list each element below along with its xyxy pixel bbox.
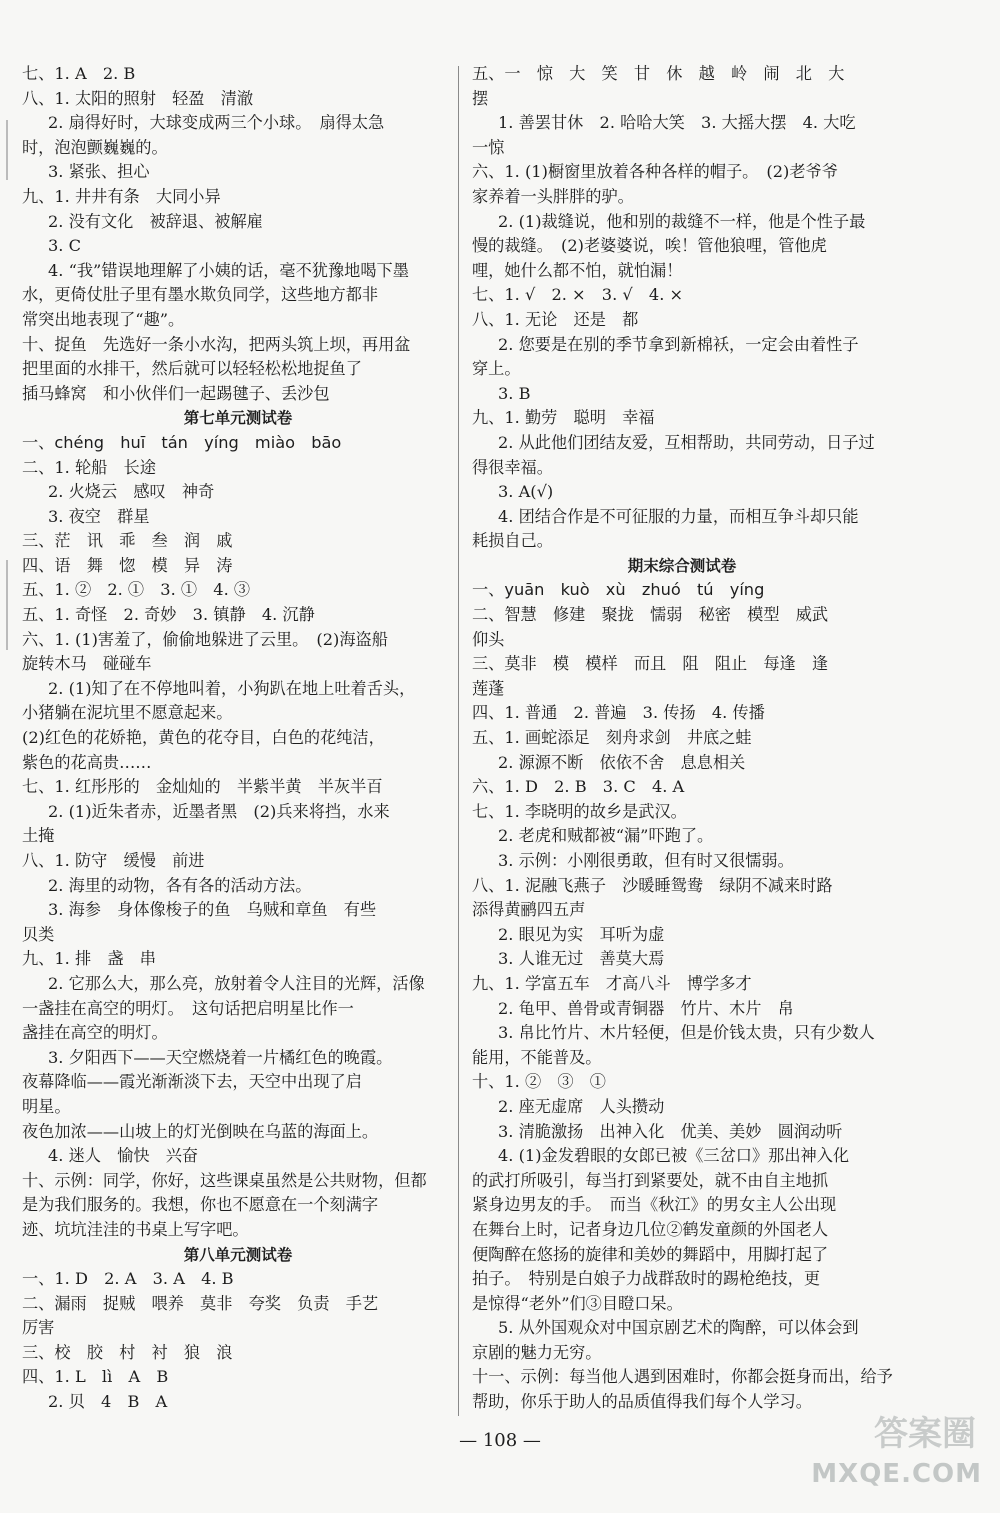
answer-line: 2. 源源不断 依依不舍 息息相关 xyxy=(498,752,746,772)
answer-line: 2. (1)知了在不停地叫着，小狗趴在地上吐着舌头， xyxy=(48,678,416,698)
answer-line: 一、chéng huī tán yíng miào bāo xyxy=(22,432,342,452)
answer-line: 3. 帛比竹片、木片轻便，但是价钱太贵，只有少数人 xyxy=(498,1023,875,1043)
answer-line: 八、1. 无论 还是 都 xyxy=(472,309,639,329)
answer-line: 九、1. 排 盏 串 xyxy=(22,949,156,969)
watermark-logo: 答案圈 xyxy=(874,1414,976,1454)
answer-line: 2. 火烧云 感叹 神奇 xyxy=(48,482,215,502)
answer-line: 得很幸福。 xyxy=(472,457,553,477)
answer-line: 2. 贝 4 B A xyxy=(48,1392,168,1412)
answer-line: 夜色加浓——山坡上的灯光倒映在乌蓝的海面上。 xyxy=(22,1121,379,1141)
answer-line: (2)红色的花娇艳，黄色的花夺目，白色的花纯洁， xyxy=(22,728,385,748)
answer-line: 3. 人谁无过 善莫大焉 xyxy=(498,949,665,969)
answer-line: 土掩 xyxy=(22,826,55,846)
answer-line: 紧身边男友的手。 而当《秋江》的男女主人公出现 xyxy=(472,1195,837,1215)
answer-line: 添得黄鹂四五声 xyxy=(472,900,586,920)
answer-line: 莲蓬 xyxy=(472,678,505,698)
answer-line: 3. 示例：小刚很勇敢，但有时又很懦弱。 xyxy=(498,851,794,870)
answer-line: 五、1. ② 2. ① 3. ① 4. ③ xyxy=(22,580,251,600)
answer-line: 夜幕降临——霞光渐渐淡下去，天空中出现了启 xyxy=(22,1072,362,1092)
margin-mark xyxy=(6,120,8,180)
answer-line: 九、1. 学富五车 才高八斗 博学多才 xyxy=(472,973,752,993)
answer-line: 水，更倚仗肚子里有墨水欺负同学，这些地方都非 xyxy=(22,285,379,305)
answer-line: 九、1. 勤劳 聪明 幸福 xyxy=(472,408,655,428)
column-divider xyxy=(458,66,459,1416)
answer-line: 1. 善罢甘休 2. 哈哈大笑 3. 大摇大摆 4. 大吃 xyxy=(498,113,856,133)
answer-line: 贝类 xyxy=(22,924,55,944)
answer-line: 2. 扇得好时，大球变成两三个小球。 扇得太急 xyxy=(48,113,385,133)
answer-line: 4. 迷人 愉快 兴奋 xyxy=(48,1146,199,1166)
answer-line: 3. 夕阳西下——天空燃烧着一片橘红色的晚霞。 xyxy=(48,1047,393,1067)
answer-line: 3. A(√) xyxy=(498,482,554,502)
answer-line: 2. 座无虚席 人头攒动 xyxy=(498,1096,665,1116)
answer-line: 京剧的魅力无穷。 xyxy=(472,1342,602,1362)
answer-line: 十、示例：同学，你好，这些课桌虽然是公共财物，但都 xyxy=(22,1170,427,1190)
answer-line: 三、茫 讯 乖 叁 润 戚 xyxy=(22,531,233,551)
answer-line: 摆 xyxy=(472,88,489,108)
page-number: — 108 — xyxy=(459,1430,541,1451)
answer-line: 小猪躺在泥坑里不愿意起来。 xyxy=(22,703,233,723)
answer-line: 3. 清脆激扬 出神入化 优美、美妙 圆润动听 xyxy=(498,1121,843,1141)
answer-line: 六、1. D 2. B 3. C 4. A xyxy=(472,777,685,797)
answer-line: 哩，她什么都不怕，就怕漏！ xyxy=(472,260,683,280)
answer-line: 三、校 胶 村 衬 狼 浪 xyxy=(22,1342,233,1362)
answer-line: 3. C xyxy=(48,236,81,256)
answer-line: 二、漏雨 捉贼 喂养 莫非 夸奖 负责 手艺 xyxy=(22,1293,379,1313)
answer-line: 能用，不能普及。 xyxy=(472,1047,602,1067)
section-title: 期末综合测试卷 xyxy=(627,556,737,575)
answer-line: 八、1. 太阳的照射 轻盈 清澈 xyxy=(22,88,254,108)
answer-line: 七、1. √ 2. × 3. √ 4. × xyxy=(472,285,684,305)
answer-line: 拍子。 特别是白娘子力战群敌时的踢枪绝技，更 xyxy=(472,1269,821,1289)
answer-line: 一盏挂在高空的明灯。 这句话把启明星比作一 xyxy=(22,998,354,1018)
answer-line: 2. 它那么大，那么亮，放射着令人注目的光辉，活像 xyxy=(48,973,425,993)
answer-line: 十、捉鱼 先选好一条小水沟，把两头筑上坝，再用盆 xyxy=(22,334,411,354)
watermark-url: MXQE.COM xyxy=(811,1459,982,1489)
answer-line: 一惊 xyxy=(472,137,505,157)
answer-line: 六、1. (1)橱窗里放着各种各样的帽子。 (2)老爷爷 xyxy=(472,162,838,182)
answer-line: 二、智慧 修建 聚拢 懦弱 秘密 模型 威武 xyxy=(472,605,829,625)
answer-line: 2. 龟甲、兽骨或青铜器 竹片、木片 帛 xyxy=(498,998,794,1018)
answer-line: 迹、坑坑洼洼的书桌上写字吧。 xyxy=(22,1219,249,1239)
answer-line: 4. “我”错误地理解了小姨的话，毫不犹豫地喝下墨 xyxy=(48,260,409,280)
answer-line: 六、1. (1)害羞了，偷偷地躲进了云里。 (2)海盗船 xyxy=(22,629,388,649)
answer-line: 4. (1)金发碧眼的女郎已被《三岔口》那出神入化 xyxy=(498,1146,850,1166)
answer-line: 2. 眼见为实 耳听为虚 xyxy=(498,924,665,944)
answer-line: 3. 夜空 群星 xyxy=(48,506,150,526)
answer-line: 厉害 xyxy=(22,1318,55,1338)
answer-line: 十、1. ② ③ ① xyxy=(472,1072,606,1092)
answer-line: 耗损自己。 xyxy=(472,531,553,551)
answer-line: 4. 团结合作是不可征服的力量，而相互争斗却只能 xyxy=(498,506,859,526)
answer-line: 七、1. 李晓明的故乡是武汉。 xyxy=(472,801,687,821)
answer-line: 七、1. A 2. B xyxy=(22,64,136,83)
answer-line: 2. 没有文化 被辞退、被解雇 xyxy=(48,211,263,231)
answer-line: 二、1. 轮船 长途 xyxy=(22,457,156,477)
section-title: 第八单元测试卷 xyxy=(183,1245,293,1264)
answer-line: 明星。 xyxy=(22,1096,71,1116)
answer-line: 2. 您要是在别的季节拿到新棉袄，一定会由着性子 xyxy=(498,334,859,354)
answer-line: 帮助，你乐于助人的品质值得我们每个人学习。 xyxy=(472,1392,812,1412)
margin-mark xyxy=(6,560,8,650)
answer-line: 是为我们服务的。我想，你也不愿意在一个刻满字 xyxy=(22,1195,379,1215)
answer-line: 五、1. 画蛇添足 刻舟求剑 井底之蛙 xyxy=(472,728,752,748)
answer-line: 插马蜂窝 和小伙伴们一起踢毽子、丢沙包 xyxy=(22,383,330,403)
answer-line: 2. (1)近朱者赤，近墨者黑 (2)兵来将挡，水来 xyxy=(48,801,390,821)
answer-line: 是惊得“老外”们③目瞪口呆。 xyxy=(472,1293,683,1313)
answer-line: 在舞台上时，记者身边几位②鹤发童颜的外国老人 xyxy=(472,1219,829,1239)
answer-line: 四、1. 普通 2. 普遍 3. 传扬 4. 传播 xyxy=(472,703,765,723)
section-title: 第七单元测试卷 xyxy=(183,409,293,428)
answer-line: 七、1. 红彤彤的 金灿灿的 半紫半黄 半灰半百 xyxy=(22,777,383,797)
answer-line: 盏挂在高空的明灯。 xyxy=(22,1023,168,1043)
answer-line: 2. (1)裁缝说，他和别的裁缝不一样，他是个性子最 xyxy=(498,211,866,231)
watermark xyxy=(812,1408,992,1503)
answer-line: 家养着一头胖胖的驴。 xyxy=(472,186,634,206)
answer-line: 四、语 舞 惚 模 异 涛 xyxy=(22,555,233,575)
answer-line: 3. 海参 身体像梭子的鱼 乌贼和章鱼 有些 xyxy=(48,900,377,920)
answer-line: 的武打所吸引，每当打到紧要处，就不由自主地抓 xyxy=(472,1170,829,1190)
answer-line: 穿上。 xyxy=(472,359,521,379)
answer-line: 十一、示例：每当他人遇到困难时，你都会挺身而出，给予 xyxy=(472,1367,893,1387)
answer-line: 紫色的花高贵…… xyxy=(22,752,152,772)
right-column xyxy=(472,62,892,1415)
answer-line: 五、1. 奇怪 2. 奇妙 3. 镇静 4. 沉静 xyxy=(22,605,315,625)
answer-line: 八、1. 防守 缓慢 前进 xyxy=(22,851,205,870)
answer-line: 仰头 xyxy=(472,629,505,649)
answer-line: 3. B xyxy=(498,383,531,403)
answer-line: 一、1. D 2. A 3. A 4. B xyxy=(22,1269,234,1289)
answer-line: 四、1. L lì A B xyxy=(22,1367,169,1387)
left-column xyxy=(22,62,454,1415)
answer-line: 旋转木马 碰碰车 xyxy=(22,654,152,674)
answer-line: 2. 老虎和贼都被“漏”吓跑了。 xyxy=(498,826,714,846)
answer-line: 慢的裁缝。 (2)老婆婆说，唉！管他狼哩，管他虎 xyxy=(472,236,827,256)
answer-line: 3. 紧张、担心 xyxy=(48,162,150,182)
answer-line: 九、1. 井井有条 大同小异 xyxy=(22,186,221,206)
answer-line: 便陶醉在悠扬的旋律和美妙的舞蹈中，用脚打起了 xyxy=(472,1244,829,1264)
answer-line: 八、1. 泥融飞燕子 沙暖睡鸳鸯 绿阴不减来时路 xyxy=(472,875,833,895)
answer-line: 时，泡泡颤巍巍的。 xyxy=(22,137,168,157)
answer-line: 5. 从外国观众对中国京剧艺术的陶醉，可以体会到 xyxy=(498,1318,859,1338)
answer-line: 2. 从此他们团结友爱，互相帮助，共同劳动，日子过 xyxy=(498,432,875,452)
answer-line: 三、莫非 模 模样 而且 阻 阻止 每逢 逢 xyxy=(472,654,829,674)
answer-line: 常突出地表现了“趣”。 xyxy=(22,309,185,329)
answer-line: 一、yuān kuò xù zhuó tú yíng xyxy=(472,580,765,600)
answer-line: 把里面的水排干，然后就可以轻轻松松地捉鱼了 xyxy=(22,359,362,379)
answer-line: 五、一 惊 大 笑 甘 休 越 岭 闹 北 大 xyxy=(472,64,845,83)
answer-line: 2. 海里的动物，各有各的活动方法。 xyxy=(48,875,312,895)
